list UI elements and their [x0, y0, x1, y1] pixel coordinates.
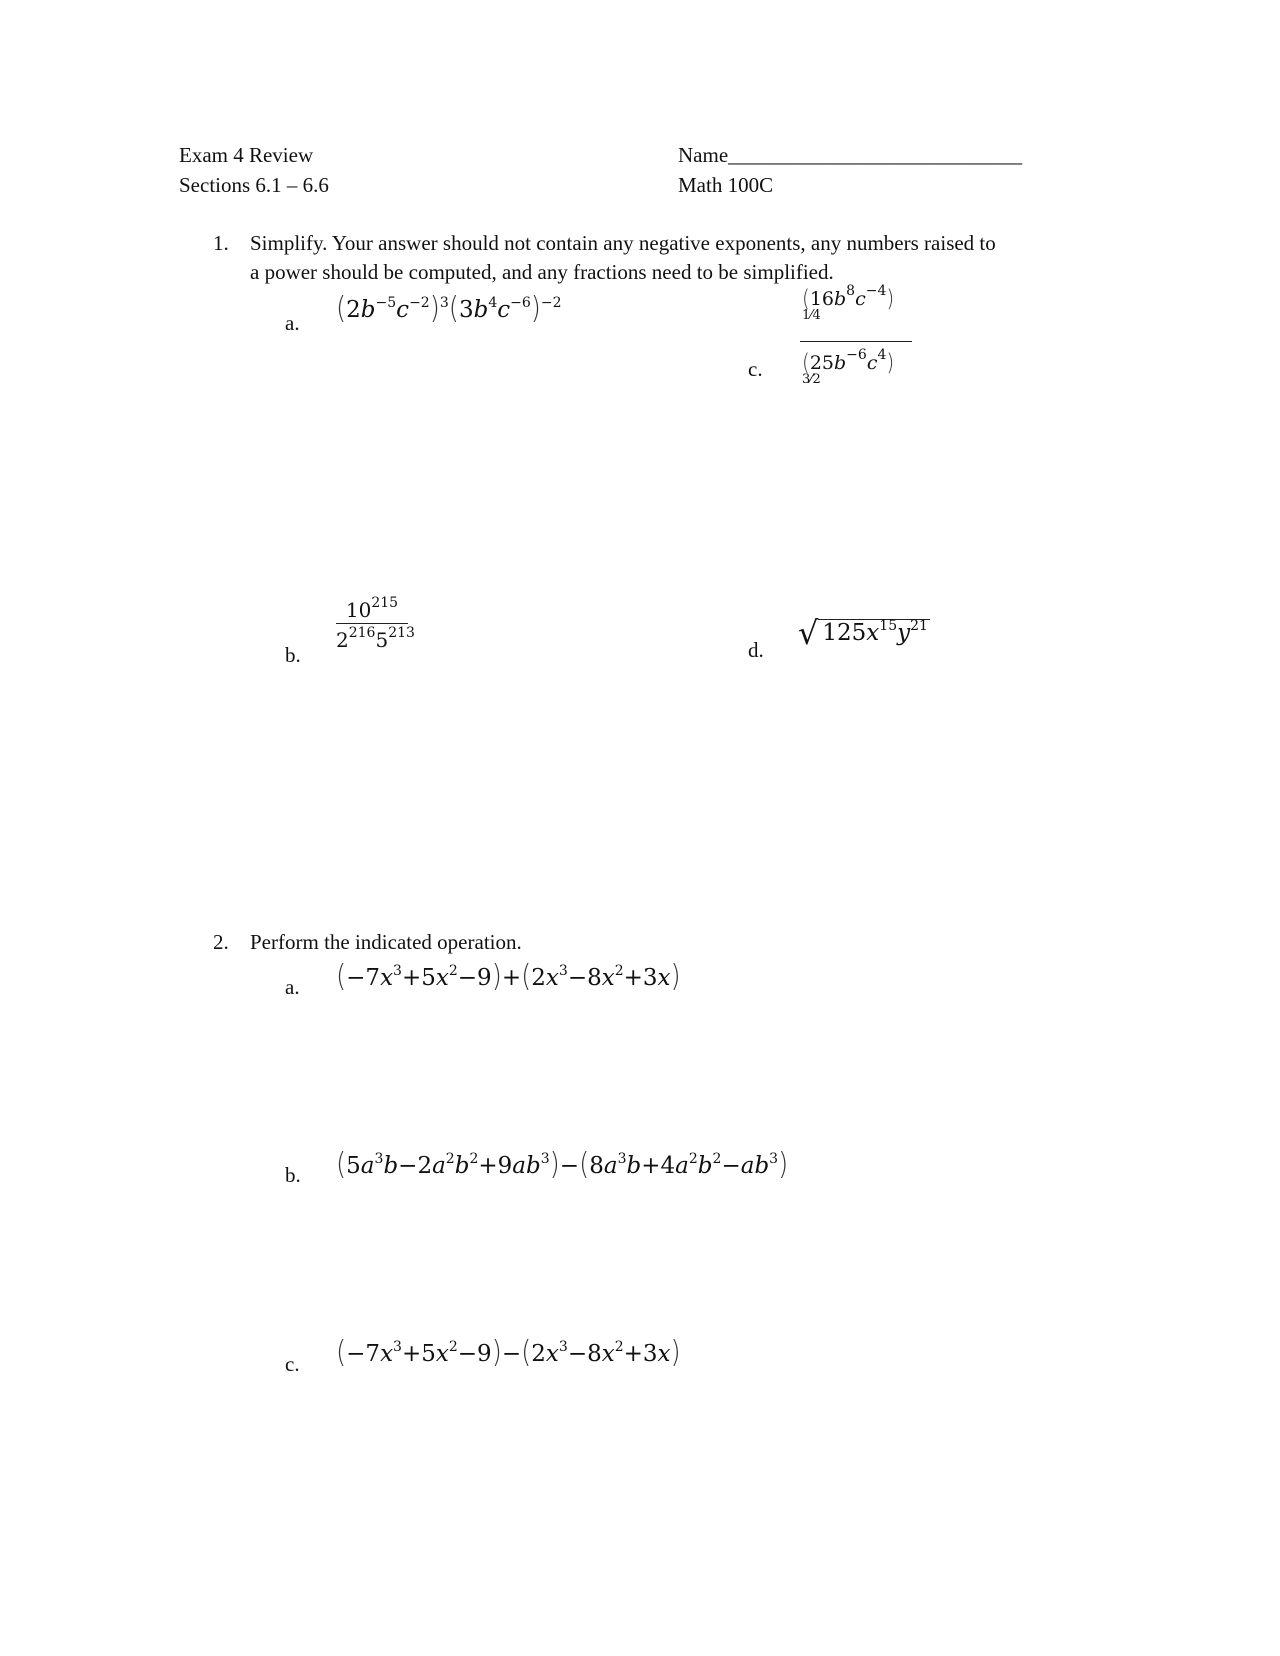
question-2b-expression: $(5a^3b-2a^2b^2+9ab^3)-(8a^3b+4a^2b^2-ab^3)$	[336, 1147, 789, 1183]
question-1b-label: b.	[285, 643, 301, 667]
question-1b-denominator: $2^{216}5^{213}$	[336, 625, 415, 652]
course-label: Math 100C	[678, 173, 774, 197]
question-2b-label: b.	[285, 1163, 301, 1187]
name-field-label: Name____________________________	[678, 143, 1023, 167]
question-2c-expression: $(-7x^3+5x^2-9)-(2x^3-8x^2+3x)$	[336, 1335, 681, 1371]
question-1b-fraction	[336, 595, 415, 652]
question-1a-label: a.	[285, 311, 300, 335]
question-1a-expression: $(2b^{-5}c^{-2})^3(3b^4c^{-6})^{-2}$	[336, 291, 562, 327]
question-1d-radicand: $125x^{15}y^{21}$	[818, 619, 930, 645]
question-2a-label: a.	[285, 975, 300, 999]
question-1d-label: d.	[748, 638, 764, 662]
question-2a-expression: $(-7x^3+5x^2-9)+(2x^3-8x^2+3x)$	[336, 959, 681, 995]
question-1c-numerator: $(16b^8c^{-4})1⁄4$	[802, 283, 895, 323]
question-1c-denominator: $(25b^{-6}c^4)3⁄2$	[800, 341, 912, 401]
question-2c-label: c.	[285, 1352, 300, 1376]
exam-title: Exam 4 Review	[179, 143, 314, 167]
question-1-number: 1.	[213, 231, 229, 255]
sections-label: Sections 6.1 – 6.6	[179, 173, 329, 197]
square-root-icon: √	[798, 614, 819, 652]
question-2-text: Perform the indicated operation.	[250, 930, 522, 954]
question-1-text-line2: a power should be computed, and any fractions need to be simplified.	[250, 260, 834, 284]
question-1c-fraction	[800, 283, 912, 401]
question-2-number: 2.	[213, 930, 229, 954]
question-1-text-line1: Simplify. Your answer should not contain any negative exponents, any numbers raised to	[250, 231, 996, 255]
question-1d-radical	[798, 614, 930, 652]
question-1c-label: c.	[748, 357, 763, 381]
question-1b-numerator: $10^{215}$	[345, 595, 399, 622]
